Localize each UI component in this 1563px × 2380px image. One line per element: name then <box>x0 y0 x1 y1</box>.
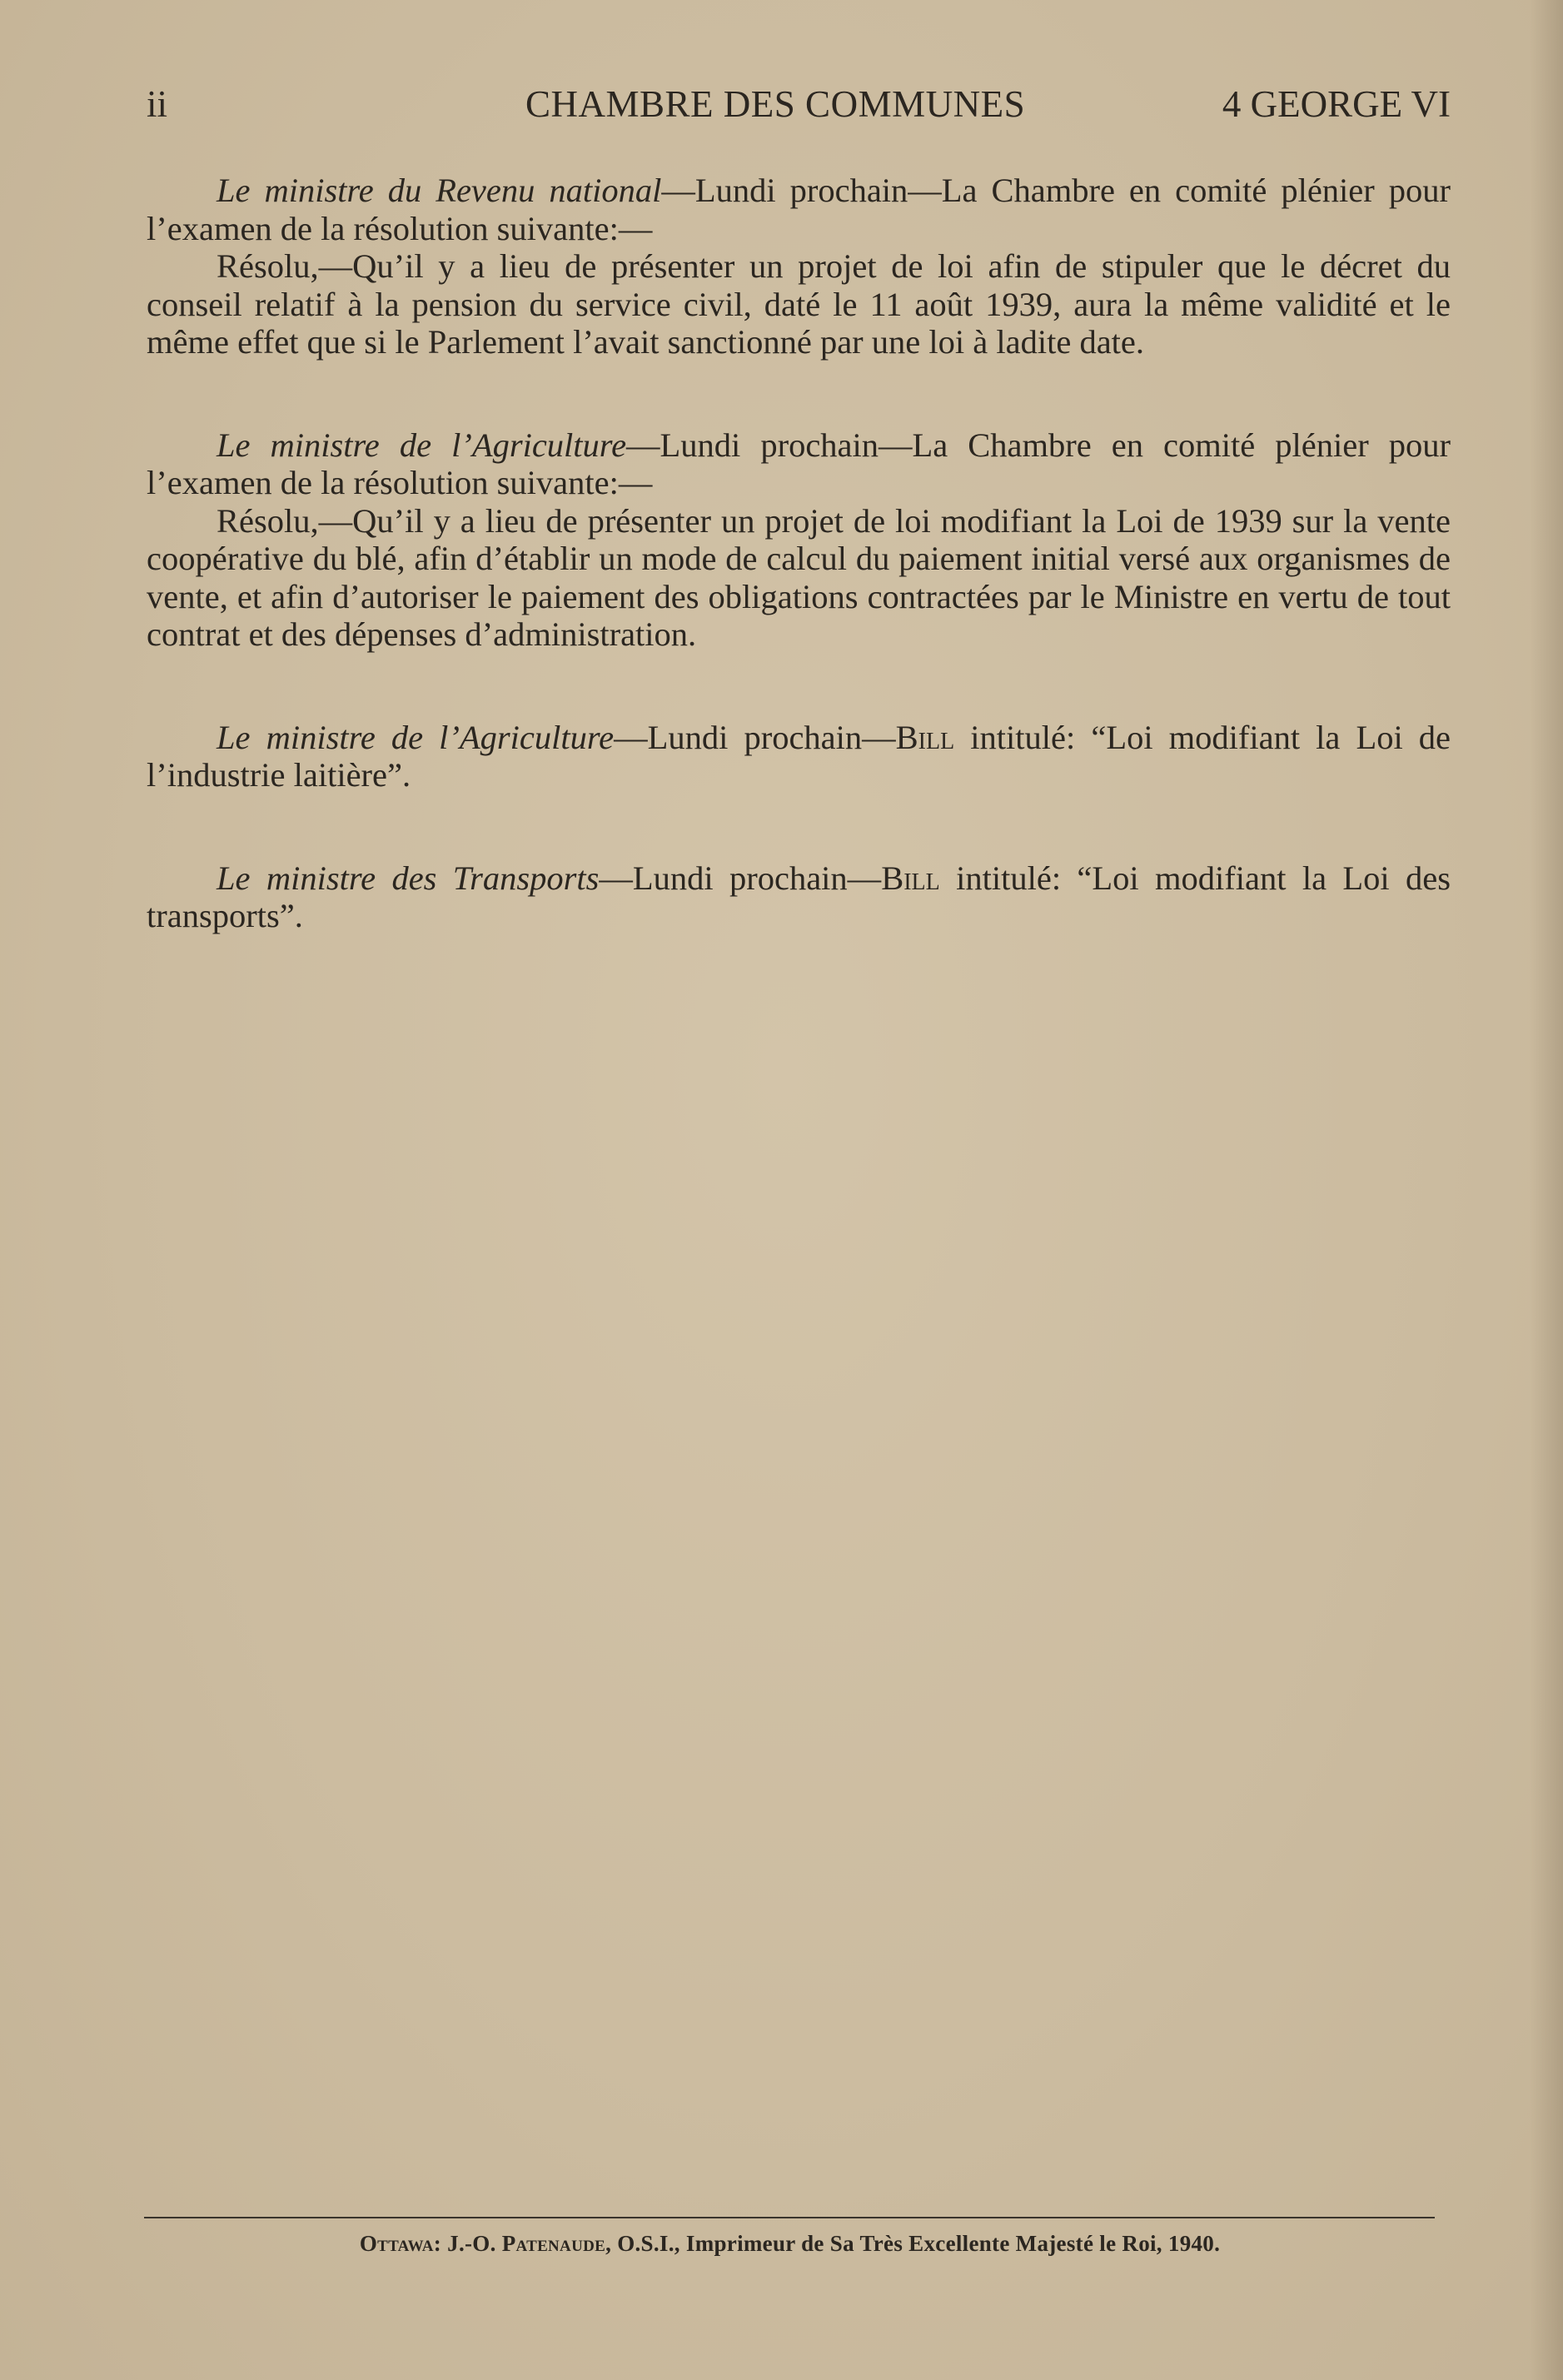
notice-paragraph <box>147 719 1451 794</box>
minister-name: Le ministre de l’Agriculture <box>217 426 627 464</box>
notice-prefix: —Lundi prochain— <box>614 718 896 756</box>
printer-imprint <box>147 2228 1433 2258</box>
footer-rule <box>144 2217 1435 2218</box>
notice-paragraph <box>147 859 1451 935</box>
minister-name: Le ministre des Transports <box>217 859 600 897</box>
regnal-year: 4 GEORGE VI <box>1222 83 1451 125</box>
bill-title: intitulé: “Loi modifiant la Loi des transports”. <box>147 859 1451 934</box>
notice-text: —Lundi prochain—La Chambre en comité plénier pour l’examen de la résolution suivante:— <box>147 172 1451 247</box>
imprint-initials: J.-O. <box>447 2231 502 2256</box>
bill-word: Bill <box>881 859 940 897</box>
minister-name: Le ministre du Revenu national <box>217 172 662 209</box>
notice-entry <box>147 719 1451 794</box>
bill-title: intitulé: “Loi modifiant la Loi de l’industrie laitière”. <box>147 718 1451 794</box>
notice-entry <box>147 426 1451 654</box>
notice-paragraph <box>147 172 1451 247</box>
bill-word: Bill <box>895 718 955 756</box>
resolution-paragraph: Résolu,—Qu’il y a lieu de présenter un projet de loi afin de stipuler que le décret du conseil relatif à la pension du service civil, daté le 11 août 1939, aura la même validité et le même effet que si le Parlement l’avait sanctionné par une loi à ladite date. <box>147 247 1451 361</box>
running-title: CHAMBRE DES COMMUNES <box>525 83 1026 125</box>
imprint-separator: : <box>433 2231 448 2256</box>
notice-paragraph <box>147 426 1451 502</box>
running-head <box>147 79 1451 129</box>
resolution-paragraph: Résolu,—Qu’il y a lieu de présenter un projet de loi modifiant la Loi de 1939 sur la vente coopérative du blé, afin d’établir un mode de calcul du paiement initial versé aux organismes de vente, et afin d’autoriser le paiement des obligations contractées par le Ministre en vertu de tout contrat et des dépenses d’administration. <box>147 501 1451 653</box>
notice-prefix: —Lundi prochain— <box>599 859 882 897</box>
notice-entry <box>147 859 1451 935</box>
imprint-surname: Patenaude <box>501 2231 606 2256</box>
page-number: ii <box>147 83 168 125</box>
imprint-city: Ottawa <box>359 2231 434 2256</box>
notice-text: —Lundi prochain—La Chambre en comité plénier pour l’examen de la résolution suivante:— <box>147 426 1451 501</box>
page-edge-shadow <box>1530 0 1563 2380</box>
imprint-rest: , O.S.I., Imprimeur de Sa Très Excellente Majesté le Roi, 1940. <box>605 2231 1221 2256</box>
notices-body <box>147 172 1451 935</box>
notice-entry <box>147 172 1451 361</box>
minister-name: Le ministre de l’Agriculture <box>217 718 615 756</box>
